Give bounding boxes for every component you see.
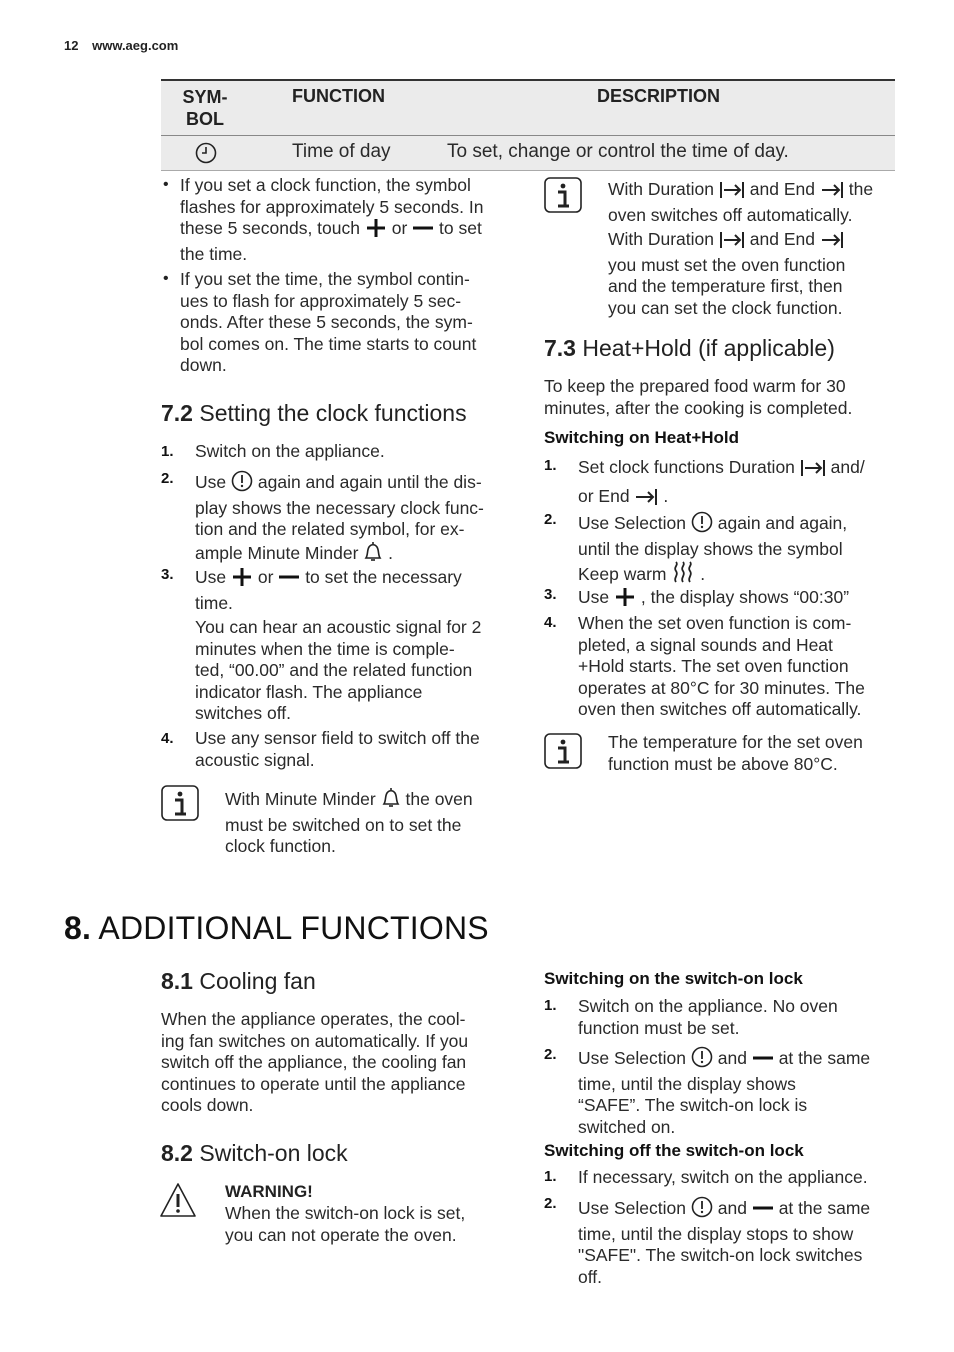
info-minute-minder: With Minute Minder the oven must be switched on to set the clock function.: [225, 789, 473, 856]
info-icon: [544, 177, 580, 213]
info-temperature: The temperature for the set oven function must be above 80°C.: [608, 732, 863, 774]
page-header: [64, 38, 178, 53]
selection-icon: [691, 1196, 713, 1224]
table-header-row: [161, 79, 895, 135]
bullet-dot: •: [163, 176, 169, 193]
info-icon: [544, 733, 580, 769]
plus-icon: [614, 587, 636, 613]
minus-icon: [278, 567, 300, 593]
function-table: [161, 79, 895, 171]
plus-icon: [231, 567, 253, 593]
step-number: 1.: [544, 1168, 557, 1185]
step-number: 2.: [544, 511, 557, 528]
chapter-8-heading: 8. ADDITIONAL FUNCTIONS: [64, 910, 489, 946]
bell-icon: [381, 787, 401, 815]
duration-icon: [719, 231, 745, 255]
selection-icon: [691, 511, 713, 539]
warning-text: When the switch-on lock is set, you can not operate the oven.: [225, 1203, 466, 1245]
keep-warm-icon: [671, 560, 695, 590]
col-function-header: FUNCTION: [292, 86, 385, 106]
minus-icon: [752, 1198, 774, 1224]
selection-icon: [691, 1046, 713, 1074]
lock-on-step-1: Switch on the appliance. No oven function must be set.: [578, 996, 838, 1038]
lock-off-step-2: Use Selection and at the same time, until the display stops to show "SAFE". The switch-on lock switches off.: [578, 1198, 871, 1287]
step-number: 4.: [544, 614, 557, 631]
step-number: 2.: [544, 1046, 557, 1063]
lock-on-subheading: Switching on the switch-on lock: [544, 969, 803, 988]
hh-step-3: Use , the display shows “00:30”: [578, 587, 898, 613]
plus-icon: [365, 218, 387, 244]
clock-icon: [195, 142, 217, 169]
step-number: 1.: [161, 443, 174, 460]
lock-off-subheading: Switching off the switch-on lock: [544, 1141, 804, 1160]
lock-off-step-1: If necessary, switch on the appliance.: [578, 1167, 868, 1187]
section-7-3-heading: 7.3 Heat+Hold (if applicable): [544, 335, 835, 361]
end-icon: [820, 181, 844, 205]
hh-step-1: Set clock functions Duration and/ or End .: [578, 457, 898, 511]
col-description-header: DESCRIPTION: [597, 86, 721, 106]
step-number: 2.: [161, 470, 174, 487]
lock-on-step-2: Use Selection and at the same time, until the display shows “SAFE”. The switch-on lock is switched on.: [578, 1048, 871, 1137]
info-duration-end: With Duration and End the oven switches off automatically. With Duration and End you must set the oven function and the temperature first, then you can set the clock function.: [608, 179, 874, 318]
page-number: 12: [64, 38, 79, 53]
hh-step-2: Use Selection again and again, until the display shows the symbol Keep warm .: [578, 511, 898, 590]
section-8-2-heading: 8.2 Switch-on lock: [161, 1140, 348, 1166]
end-icon: [820, 231, 844, 255]
warning-icon: [159, 1182, 197, 1223]
step-3-note: You can hear an acoustic signal for 2 minutes when the time is comple- ted, “00.00” and the related function indicator flash. The appliance switches off.: [195, 617, 482, 723]
bell-icon: [363, 541, 383, 569]
section-8-1-heading: 8.1 Cooling fan: [161, 968, 316, 994]
heat-hold-subheading: Switching on Heat+Hold: [544, 428, 740, 447]
row-description: To set, change or control the time of day.: [447, 141, 789, 162]
bullet-dot: •: [163, 270, 169, 287]
site-url[interactable]: www.aeg.com: [92, 38, 179, 53]
hh-step-4: When the set oven function is com- pleted, a signal sounds and Heat +Hold starts. The set oven function operates at 80°C for 30 minutes. The oven then switches off automatically.: [578, 613, 865, 719]
heat-hold-intro: To keep the prepared food warm for 30 minutes, after the cooking is completed.: [544, 376, 853, 418]
col-symbol-header: SYM- BOL: [182, 87, 228, 129]
table-row: [161, 135, 895, 171]
step-1-text: Switch on the appliance.: [195, 441, 385, 461]
selection-icon: [231, 470, 253, 498]
step-number: 2.: [544, 1195, 557, 1212]
step-number: 1.: [544, 457, 557, 474]
info-icon: [161, 785, 197, 821]
step-4-text: Use any sensor field to switch off the acoustic signal.: [195, 728, 480, 770]
duration-icon: [800, 459, 826, 483]
duration-icon: [719, 181, 745, 205]
cooling-fan-text: When the appliance operates, the cool- ing fan switches on automatically. If you switch off the appliance, the cooling fan continues to operate until the appliance cools down.: [161, 1009, 469, 1115]
bullet-clock-flash: If you set a clock function, the symbol flashes for approximately 5 seconds. In these 5 seconds, touch or to set the time.: [180, 175, 484, 264]
bullet-time-flash: If you set the time, the symbol contin- ues to flash for approximately 5 sec- onds. After these 5 seconds, the sym- bol comes on. The time starts to count down.: [180, 269, 477, 375]
step-2-text: Use again and again until the dis- play shows the necessary clock func- tion and the related symbol, for ex- ample Minute Minder .: [195, 470, 525, 568]
minus-icon: [752, 1048, 774, 1074]
minus-icon: [412, 218, 434, 244]
row-function: Time of day: [292, 141, 391, 162]
section-7-2-heading: 7.2 Setting the clock functions: [161, 400, 467, 426]
step-number: 3.: [544, 586, 557, 603]
warning-title: WARNING!: [225, 1182, 313, 1201]
step-number: 1.: [544, 997, 557, 1014]
step-number: 4.: [161, 730, 174, 747]
step-number: 3.: [161, 566, 174, 583]
step-3-text: Use or to set the necessary time.: [195, 567, 462, 613]
end-icon: [634, 488, 658, 512]
